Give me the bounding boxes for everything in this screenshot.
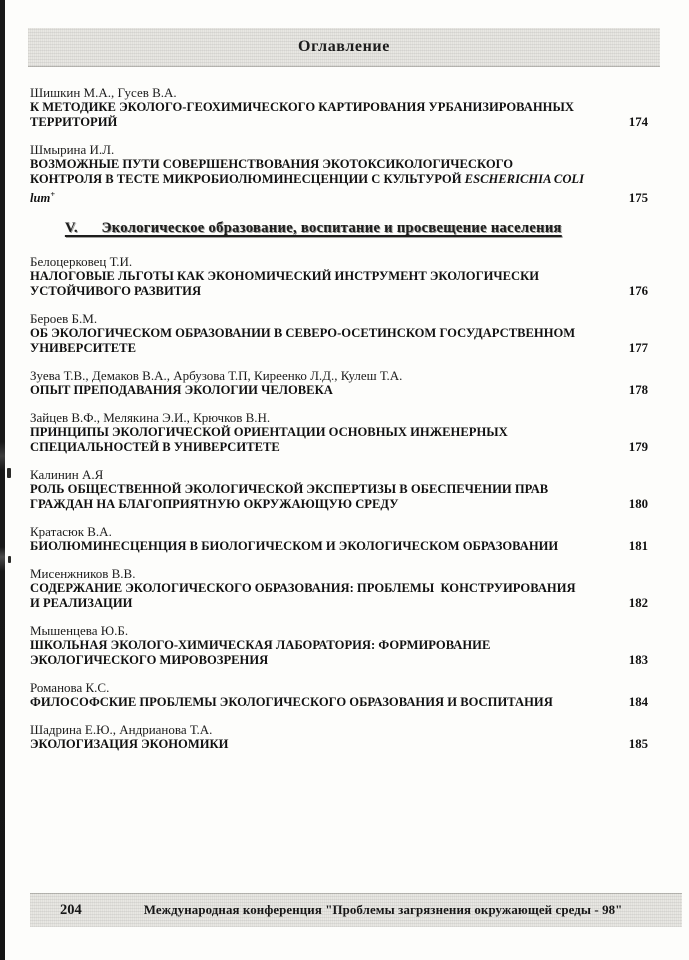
entry-page-number: 179: [628, 440, 648, 455]
entry-title-line: ТЕРРИТОРИЙ 174: [30, 115, 648, 129]
toc-entry: [30, 680, 648, 710]
entry-authors: Шадрина Е.Ю., Андрианова Т.А.: [30, 722, 213, 738]
entry-authors: Шмырина И.Л.: [30, 142, 115, 157]
entry-page-number: 184: [628, 695, 648, 710]
entry-page-number: 176: [628, 284, 648, 299]
entry-title-line: ФИЛОСОФСКИЕ ПРОБЛЕМЫ ЭКОЛОГИЧЕСКОГО ОБРАЗОВАНИЯ И ВОСПИТАНИЯ 184: [30, 695, 648, 710]
entry-title-line: УСТОЙЧИВОГО РАЗВИТИЯ 176: [30, 284, 648, 299]
toc-entry: [30, 566, 648, 611]
toc-entry: [30, 85, 648, 130]
toc-entry: [30, 410, 648, 455]
scan-artifact-speck: [8, 556, 11, 563]
entry-page-number: 183: [628, 653, 648, 668]
entry-title-line: И РЕАЛИЗАЦИИ 182: [30, 596, 648, 611]
entry-page-number: 182: [628, 596, 648, 611]
toc-entry: [30, 722, 648, 752]
entry-authors: Шишкин М.А., Гусев В.А.: [30, 85, 177, 100]
entry-title-line: ЭКОЛОГИЧЕСКОГО МИРОВОЗРЕНИЯ 183: [30, 653, 648, 668]
entry-authors: Кратасюк В.А.: [30, 524, 112, 540]
entry-title-line: ЭКОЛОГИЗАЦИЯ ЭКОНОМИКИ 185: [30, 737, 648, 752]
page-footer-band: [30, 893, 682, 927]
toc-entry: [30, 311, 648, 356]
entry-authors: Романова К.С.: [30, 680, 110, 696]
entry-authors: Мисенжников В.В.: [30, 566, 136, 582]
entry-title-line: К МЕТОДИКЕ ЭКОЛОГО-ГЕОХИМИЧЕСКОГО КАРТИРОВАНИЯ УРБАНИЗИРОВАННЫХ: [30, 100, 574, 114]
entry-authors: Зайцев В.Ф., Мелякина Э.И., Крючков В.Н.: [30, 410, 271, 426]
entry-title-line: ОБ ЭКОЛОГИЧЕСКОМ ОБРАЗОВАНИИ В СЕВЕРО-ОСЕТИНСКОМ ГОСУДАРСТВЕННОМ: [30, 326, 576, 341]
entry-title-line: ШКОЛЬНАЯ ЭКОЛОГО-ХИМИЧЕСКАЯ ЛАБОРАТОРИЯ: ФОРМИРОВАНИЕ: [30, 638, 491, 653]
page-title: Оглавление: [298, 38, 390, 55]
entry-page-number: 180: [628, 497, 648, 512]
entry-page-number: 177: [628, 341, 648, 356]
entry-page-number: 174: [628, 115, 648, 129]
entry-page-number: 185: [628, 737, 648, 752]
toc-entry: [30, 368, 648, 398]
entry-authors: Мышенцева Ю.Б.: [30, 623, 129, 639]
entry-title-line: КОНТРОЛЯ В ТЕСТЕ МИКРОБИОЛЮМИНЕСЦЕНЦИИ С КУЛЬТУРОЙ ESCHERICHIA COLI: [30, 172, 585, 186]
toc-entry: [30, 524, 648, 554]
entry-page-number: 181: [628, 539, 648, 554]
entry-title-line: БИОЛЮМИНЕСЦЕНЦИЯ В БИОЛОГИЧЕСКОМ И ЭКОЛОГИЧЕСКОМ ОБРАЗОВАНИИ 181: [30, 539, 648, 554]
toc-entry: [30, 142, 648, 206]
entry-title-line: СОДЕРЖАНИЕ ЭКОЛОГИЧЕСКОГО ОБРАЗОВАНИЯ: ПРОБЛЕМЫ КОНСТРУИРОВАНИЯ: [30, 581, 576, 596]
scan-binding-edge: [0, 0, 5, 960]
entry-title-line: ОПЫТ ПРЕПОДАВАНИЯ ЭКОЛОГИИ ЧЕЛОВЕКА 178: [30, 383, 648, 398]
entry-title-line: НАЛОГОВЫЕ ЛЬГОТЫ КАК ЭКОНОМИЧЕСКИЙ ИНСТРУМЕНТ ЭКОЛОГИЧЕСКИ: [30, 269, 540, 284]
entry-authors: Бероев Б.М.: [30, 311, 98, 327]
entry-authors: Зуева Т.В., Демаков В.А., Арбузова Т.П, Киреенко Л.Д., Кулеш Т.А.: [30, 368, 403, 384]
entry-title-line: СПЕЦИАЛЬНОСТЕЙ В УНИВЕРСИТЕТЕ 179: [30, 440, 648, 455]
footer-conference-title: Международная конференция "Проблемы загрязнения окружающей среды - 98": [143, 903, 623, 917]
entry-authors: Белоцерковец Т.И.: [30, 254, 133, 270]
entry-title-line: УНИВЕРСИТЕТЕ 177: [30, 341, 648, 356]
toc-entry: [30, 623, 648, 668]
entry-title-line: ПРИНЦИПЫ ЭКОЛОГИЧЕСКОЙ ОРИЕНТАЦИИ ОСНОВНЫХ ИНЖЕНЕРНЫХ: [30, 425, 508, 440]
toc-entry: [30, 254, 648, 299]
entry-title-line: ВОЗМОЖНЫЕ ПУТИ СОВЕРШЕНСТВОВАНИЯ ЭКОТОКСИКОЛОГИЧЕСКОГО: [30, 157, 514, 171]
section-heading: V. Экологическое образование, воспитание и просвещение населения: [65, 220, 562, 237]
toc-list: [30, 85, 648, 764]
entry-title-line: РОЛЬ ОБЩЕСТВЕННОЙ ЭКОЛОГИЧЕСКОЙ ЭКСПЕРТИЗЫ В ОБЕСПЕЧЕНИИ ПРАВ: [30, 482, 549, 497]
footer-page-number: 204: [60, 902, 82, 918]
page-header-band: [28, 28, 660, 67]
entry-title-line: ГРАЖДАН НА БЛАГОПРИЯТНУЮ ОКРУЖАЮЩУЮ СРЕДУ 180: [30, 497, 648, 512]
toc-entry: [30, 467, 648, 512]
entry-page-number: 178: [628, 383, 648, 398]
entry-title-line: lum+ 175: [30, 190, 648, 206]
entry-page-number: 175: [628, 191, 648, 206]
entry-authors: Калинин А.Я: [30, 467, 104, 483]
scan-artifact-speck: [7, 468, 11, 478]
